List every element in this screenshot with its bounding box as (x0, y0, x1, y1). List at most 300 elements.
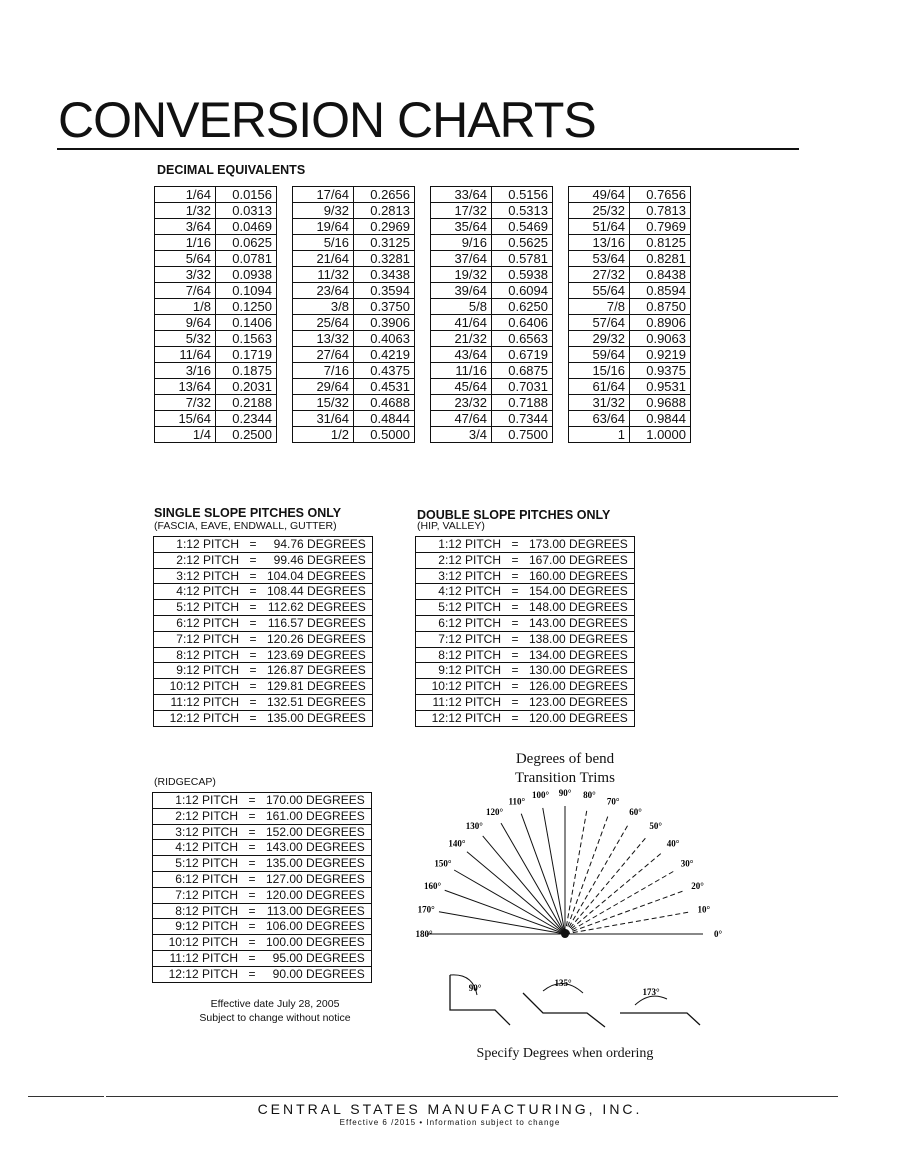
pitch-row (153, 950, 372, 966)
pitch-cell: 9:12 PITCH (153, 919, 239, 935)
decimal-row (569, 187, 691, 203)
equals-cell: = (511, 710, 519, 725)
decimal-cell: 0.9375 (630, 363, 691, 379)
decimal-cell: 0.2344 (216, 411, 277, 427)
pitch-cell: 8:12 PITCH (154, 647, 240, 663)
pitch-cell: 6:12 PITCH (416, 615, 502, 631)
fraction-cell: 3/8 (293, 299, 354, 315)
decimal-cell: 0.3281 (354, 251, 415, 267)
fraction-cell: 3/16 (155, 363, 216, 379)
fraction-cell: 43/64 (431, 347, 492, 363)
fraction-cell: 3/4 (431, 427, 492, 443)
decimal-row (569, 251, 691, 267)
fraction-cell: 29/64 (293, 379, 354, 395)
pitch-cell: 12:12 PITCH (431, 710, 501, 725)
pitch-row (154, 584, 373, 600)
pitch-row (153, 840, 372, 856)
angle-label: 140° (448, 838, 466, 849)
fraction-cell: 9/16 (431, 235, 492, 251)
degrees-cell: 129.81 DEGREES (267, 679, 372, 695)
fraction-cell: 7/8 (569, 299, 630, 315)
decimal-table-3 (430, 186, 553, 443)
pitch-cell: 9:12 PITCH (154, 663, 240, 679)
degrees-cell: 94.76 DEGREES (267, 537, 372, 553)
degrees-cell: 148.00 DEGREES (529, 600, 634, 616)
pitch-cell: 4:12 PITCH (416, 584, 502, 600)
decimal-row (155, 395, 277, 411)
fraction-cell: 25/32 (569, 203, 630, 219)
fraction-cell: 31/64 (293, 411, 354, 427)
pitch-cell: 6:12 PITCH (154, 615, 240, 631)
decimal-cell: 0.4219 (354, 347, 415, 363)
decimal-cell: 0.3750 (354, 299, 415, 315)
degrees-cell: 135.00 DEGREES (266, 856, 371, 872)
decimal-cell: 0.1406 (216, 315, 277, 331)
footer-divider (106, 1096, 838, 1097)
decimal-row (431, 299, 553, 315)
degrees-cell: 108.44 DEGREES (267, 584, 372, 600)
angle-label: 180° (415, 929, 433, 939)
effective-date-note: Effective date July 28, 2005 (210, 998, 340, 1010)
equals-cell: = (239, 663, 267, 679)
equals-cell: = (501, 647, 529, 663)
ridgecap-subheading: (RIDGECAP) (154, 776, 216, 788)
decimal-row (293, 395, 415, 411)
equals-cell: = (501, 631, 529, 647)
bend-example-profile (523, 993, 605, 1027)
equals-cell: = (238, 903, 266, 919)
degrees-cell: 135.00 DEGREES (267, 710, 366, 725)
fraction-cell: 63/64 (569, 411, 630, 427)
degrees-cell: 104.04 DEGREES (267, 568, 372, 584)
fraction-cell: 21/32 (431, 331, 492, 347)
decimal-row (431, 395, 553, 411)
pitch-cell: 5:12 PITCH (154, 600, 240, 616)
fraction-cell: 29/32 (569, 331, 630, 347)
decimal-row (293, 411, 415, 427)
decimal-cell: 0.8438 (630, 267, 691, 283)
fraction-cell: 1/2 (293, 427, 354, 443)
pitch-cell: 11:12 PITCH (153, 950, 239, 966)
bend-example-arc (635, 996, 667, 1005)
degrees-cell: 132.51 DEGREES (267, 694, 372, 710)
decimal-cell: 0.9219 (630, 347, 691, 363)
pitch-cell: 12:12 PITCH (169, 710, 239, 725)
equals-cell: = (238, 793, 266, 809)
degrees-cell: 154.00 DEGREES (529, 584, 634, 600)
pitch-row (416, 647, 635, 663)
decimal-cell: 0.4844 (354, 411, 415, 427)
bend-subtitle: Transition Trims (515, 770, 615, 786)
equals-cell: = (238, 935, 266, 951)
fraction-cell: 55/64 (569, 283, 630, 299)
decimal-cell: 0.2500 (216, 427, 277, 443)
decimal-row (431, 379, 553, 395)
decimal-cell: 0.6406 (492, 315, 553, 331)
decimal-row (569, 203, 691, 219)
pitch-cell: 1:12 PITCH (416, 537, 502, 553)
decimal-cell: 0.4063 (354, 331, 415, 347)
angle-label: 40° (666, 838, 680, 849)
angle-ray (565, 912, 691, 934)
angle-label: 150° (434, 858, 452, 869)
fraction-cell: 9/32 (293, 203, 354, 219)
equals-cell: = (238, 808, 266, 824)
decimal-row (155, 235, 277, 251)
angle-label: 0° (713, 929, 723, 939)
pitch-row (153, 793, 372, 809)
pitch-cell: 10:12 PITCH (154, 679, 240, 695)
decimal-row (155, 187, 277, 203)
fraction-cell: 27/32 (569, 267, 630, 283)
fraction-cell: 1/32 (155, 203, 216, 219)
decimal-cell: 0.0938 (216, 267, 277, 283)
pitch-cell: 10:12 PITCH (416, 679, 502, 695)
degrees-cell: 106.00 DEGREES (266, 919, 371, 935)
footer-divider-left (28, 1096, 104, 1097)
fraction-cell: 15/16 (569, 363, 630, 379)
angle-ray (565, 808, 587, 934)
decimal-row (569, 315, 691, 331)
pitch-row (154, 615, 373, 631)
decimal-cell: 0.3906 (354, 315, 415, 331)
pitch-row (416, 631, 635, 647)
pitch-row (416, 615, 635, 631)
decimal-row (569, 299, 691, 315)
pitch-row (153, 903, 372, 919)
decimal-row (155, 331, 277, 347)
decimal-cell: 0.8594 (630, 283, 691, 299)
pitch-cell: 8:12 PITCH (416, 647, 502, 663)
pitch-row (416, 600, 635, 616)
pitch-cell: 4:12 PITCH (153, 840, 239, 856)
fraction-cell: 25/64 (293, 315, 354, 331)
bend-example-label: 173° (642, 987, 660, 997)
fraction-cell: 5/16 (293, 235, 354, 251)
fraction-cell: 61/64 (569, 379, 630, 395)
pitch-row (154, 647, 373, 663)
decimal-row (431, 251, 553, 267)
decimal-cell: 0.0625 (216, 235, 277, 251)
title-divider (57, 148, 799, 150)
pitch-row (416, 537, 635, 553)
equals-cell: = (238, 887, 266, 903)
degrees-cell: 170.00 DEGREES (266, 793, 371, 809)
equals-cell: = (239, 679, 267, 695)
pitch-cell: 7:12 PITCH (416, 631, 502, 647)
decimal-row (569, 395, 691, 411)
equals-cell: = (249, 710, 257, 725)
angle-label: 70° (606, 796, 620, 807)
pitch-cell: 8:12 PITCH (153, 903, 239, 919)
fraction-cell: 1/16 (155, 235, 216, 251)
equals-cell: = (239, 631, 267, 647)
single-slope-subheading: (FASCIA, EAVE, ENDWALL, GUTTER) (154, 520, 337, 532)
decimal-cell: 0.2031 (216, 379, 277, 395)
decimal-cell: 0.6563 (492, 331, 553, 347)
decimal-cell: 0.1094 (216, 283, 277, 299)
decimal-cell: 0.6875 (492, 363, 553, 379)
fraction-cell: 19/32 (431, 267, 492, 283)
decimal-row (431, 427, 553, 443)
pitch-row (154, 552, 373, 568)
pitch-row (416, 584, 635, 600)
fraction-cell: 39/64 (431, 283, 492, 299)
degrees-cell: 161.00 DEGREES (266, 808, 371, 824)
pitch-cell: 3:12 PITCH (153, 824, 239, 840)
decimal-row (569, 219, 691, 235)
ridgecap-table (152, 792, 372, 983)
decimal-row (293, 379, 415, 395)
decimal-row (293, 315, 415, 331)
bend-example-label: 90° (468, 983, 482, 993)
degrees-cell: 126.00 DEGREES (529, 679, 634, 695)
fraction-cell: 11/64 (155, 347, 216, 363)
fraction-cell: 3/32 (155, 267, 216, 283)
pitch-row (416, 568, 635, 584)
pitch-row (153, 856, 372, 872)
pitch-row (153, 887, 372, 903)
fraction-cell: 11/16 (431, 363, 492, 379)
equals-cell: = (501, 615, 529, 631)
pitch-cell: 4:12 PITCH (154, 584, 240, 600)
fraction-cell: 23/64 (293, 283, 354, 299)
equals-cell: = (239, 647, 267, 663)
decimal-cell: 0.4375 (354, 363, 415, 379)
degrees-cell: 138.00 DEGREES (529, 631, 634, 647)
equals-cell: = (501, 537, 529, 553)
pitch-row (153, 808, 372, 824)
decimal-cell: 0.5625 (492, 235, 553, 251)
degrees-cell: 99.46 DEGREES (267, 552, 372, 568)
angle-label: 90° (558, 788, 572, 798)
pitch-row (154, 694, 373, 710)
degrees-cell: 123.00 DEGREES (529, 694, 634, 710)
decimal-cell: 0.7031 (492, 379, 553, 395)
angle-label: 110° (508, 796, 526, 807)
decimal-cell: 0.7344 (492, 411, 553, 427)
fraction-cell: 9/64 (155, 315, 216, 331)
fraction-cell: 17/64 (293, 187, 354, 203)
fraction-cell: 11/32 (293, 267, 354, 283)
angle-label: 30° (680, 858, 694, 869)
change-notice-note: Subject to change without notice (199, 1012, 351, 1024)
decimal-row (431, 331, 553, 347)
fraction-cell: 15/32 (293, 395, 354, 411)
angle-label: 130° (465, 820, 483, 831)
equals-cell: = (238, 950, 266, 966)
decimal-row (431, 187, 553, 203)
decimal-row (293, 187, 415, 203)
equals-cell: = (239, 552, 267, 568)
decimal-cell: 0.8750 (630, 299, 691, 315)
decimal-cell: 0.5469 (492, 219, 553, 235)
equals-cell: = (238, 840, 266, 856)
pitch-cell: 9:12 PITCH (416, 663, 502, 679)
decimal-row (293, 251, 415, 267)
degrees-cell: 127.00 DEGREES (266, 871, 371, 887)
decimal-cell: 0.0313 (216, 203, 277, 219)
decimal-row (431, 267, 553, 283)
fraction-cell: 49/64 (569, 187, 630, 203)
angle-label: 120° (485, 806, 504, 817)
decimal-cell: 0.5000 (354, 427, 415, 443)
decimal-row (155, 379, 277, 395)
pitch-row (154, 537, 373, 553)
decimal-row (569, 331, 691, 347)
double-slope-table (415, 536, 635, 727)
decimal-cell: 0.6250 (492, 299, 553, 315)
double-slope-heading: DOUBLE SLOPE PITCHES ONLY (417, 508, 611, 522)
pitch-cell: 3:12 PITCH (416, 568, 502, 584)
equals-cell: = (239, 537, 267, 553)
pitch-row (416, 710, 635, 726)
pitch-row (153, 966, 372, 982)
decimal-row (569, 379, 691, 395)
decimal-cell: 0.2969 (354, 219, 415, 235)
fraction-cell: 15/64 (155, 411, 216, 427)
angle-label: 160° (423, 880, 442, 891)
fraction-cell: 33/64 (431, 187, 492, 203)
degrees-cell: 173.00 DEGREES (529, 537, 634, 553)
footer-effective-note: Effective 6 /2015 • Information subject to change (339, 1118, 561, 1127)
pitch-row (153, 919, 372, 935)
pitch-cell: 6:12 PITCH (153, 871, 239, 887)
pitch-row (154, 663, 373, 679)
degrees-cell: 90.00 DEGREES (272, 966, 365, 981)
degrees-cell: 116.57 DEGREES (267, 615, 372, 631)
pitch-row (153, 871, 372, 887)
decimal-table-2 (292, 186, 415, 443)
pitch-row (153, 935, 372, 951)
degrees-cell: 123.69 DEGREES (267, 647, 372, 663)
decimal-cell: 0.1250 (216, 299, 277, 315)
fraction-cell: 1/8 (155, 299, 216, 315)
equals-cell: = (238, 919, 266, 935)
pitch-row (416, 663, 635, 679)
degrees-cell: 130.00 DEGREES (529, 663, 634, 679)
decimal-row (431, 203, 553, 219)
degrees-cell: 113.00 DEGREES (266, 903, 371, 919)
degrees-cell: 143.00 DEGREES (529, 615, 634, 631)
pitch-cell: 3:12 PITCH (154, 568, 240, 584)
degrees-cell: 120.26 DEGREES (267, 631, 372, 647)
pitch-row (154, 679, 373, 695)
angle-label: 80° (583, 790, 596, 801)
decimal-row (431, 235, 553, 251)
decimal-cell: 0.2813 (354, 203, 415, 219)
pitch-cell: 2:12 PITCH (154, 552, 240, 568)
decimal-cell: 1.0000 (630, 427, 691, 443)
decimal-row (569, 347, 691, 363)
decimal-cell: 0.5313 (492, 203, 553, 219)
decimal-cell: 0.9688 (630, 395, 691, 411)
decimal-row (155, 363, 277, 379)
equals-cell: = (239, 615, 267, 631)
degrees-cell: 112.62 DEGREES (267, 600, 372, 616)
equals-cell: = (238, 856, 266, 872)
single-slope-heading: SINGLE SLOPE PITCHES ONLY (154, 506, 342, 520)
decimal-row (431, 315, 553, 331)
decimal-row (569, 427, 691, 443)
degrees-cell: 134.00 DEGREES (529, 647, 634, 663)
bend-example-label: 135° (554, 978, 572, 988)
angle-label: 60° (629, 806, 642, 817)
decimal-row (155, 219, 277, 235)
degrees-cell: 126.87 DEGREES (267, 663, 372, 679)
decimal-row (293, 267, 415, 283)
fraction-cell: 51/64 (569, 219, 630, 235)
degrees-cell: 167.00 DEGREES (529, 552, 634, 568)
company-name: CENTRAL STATES MANUFACTURING, INC. (257, 1101, 643, 1117)
fraction-cell: 57/64 (569, 315, 630, 331)
decimal-row (293, 347, 415, 363)
page-title: CONVERSION CHARTS (58, 92, 596, 148)
decimal-row (431, 347, 553, 363)
pitch-row (153, 824, 372, 840)
pitch-cell: 1:12 PITCH (154, 537, 240, 553)
equals-cell: = (239, 584, 267, 600)
decimal-cell: 0.0156 (216, 187, 277, 203)
equals-cell: = (501, 552, 529, 568)
fraction-cell: 1 (569, 427, 630, 443)
fraction-cell: 23/32 (431, 395, 492, 411)
bend-example-profile (620, 1013, 700, 1025)
origin-dot (561, 930, 569, 938)
pitch-cell: 11:12 PITCH (416, 694, 502, 710)
equals-cell: = (501, 679, 529, 695)
decimal-row (155, 315, 277, 331)
equals-cell: = (248, 966, 256, 981)
pitch-cell: 2:12 PITCH (153, 808, 239, 824)
equals-cell: = (239, 568, 267, 584)
angle-label: 10° (697, 904, 711, 915)
angle-label: 100° (531, 790, 550, 801)
decimal-row (431, 283, 553, 299)
equals-cell: = (501, 584, 529, 600)
decimal-row (293, 219, 415, 235)
decimal-row (431, 363, 553, 379)
pitch-row (416, 694, 635, 710)
equals-cell: = (238, 871, 266, 887)
decimal-row (293, 363, 415, 379)
pitch-row (154, 568, 373, 584)
fraction-cell: 19/64 (293, 219, 354, 235)
decimal-cell: 0.9531 (630, 379, 691, 395)
bend-title: Degrees of bend (515, 751, 615, 767)
decimal-cell: 0.5781 (492, 251, 553, 267)
equals-cell: = (501, 600, 529, 616)
fraction-cell: 47/64 (431, 411, 492, 427)
pitch-cell: 5:12 PITCH (416, 600, 502, 616)
decimal-row (569, 411, 691, 427)
decimal-row (293, 235, 415, 251)
decimal-row (569, 235, 691, 251)
fraction-cell: 17/32 (431, 203, 492, 219)
degrees-cell: 160.00 DEGREES (529, 568, 634, 584)
fraction-cell: 7/64 (155, 283, 216, 299)
pitch-cell: 12:12 PITCH (168, 966, 238, 981)
decimal-cell: 0.7500 (492, 427, 553, 443)
fraction-cell: 13/32 (293, 331, 354, 347)
fraction-cell: 53/64 (569, 251, 630, 267)
degrees-cell: 120.00 DEGREES (266, 887, 371, 903)
pitch-row (416, 679, 635, 695)
decimal-table-4 (568, 186, 691, 443)
pitch-cell: 7:12 PITCH (153, 887, 239, 903)
pitch-cell: 10:12 PITCH (153, 935, 239, 951)
degrees-cell: 120.00 DEGREES (529, 710, 628, 725)
